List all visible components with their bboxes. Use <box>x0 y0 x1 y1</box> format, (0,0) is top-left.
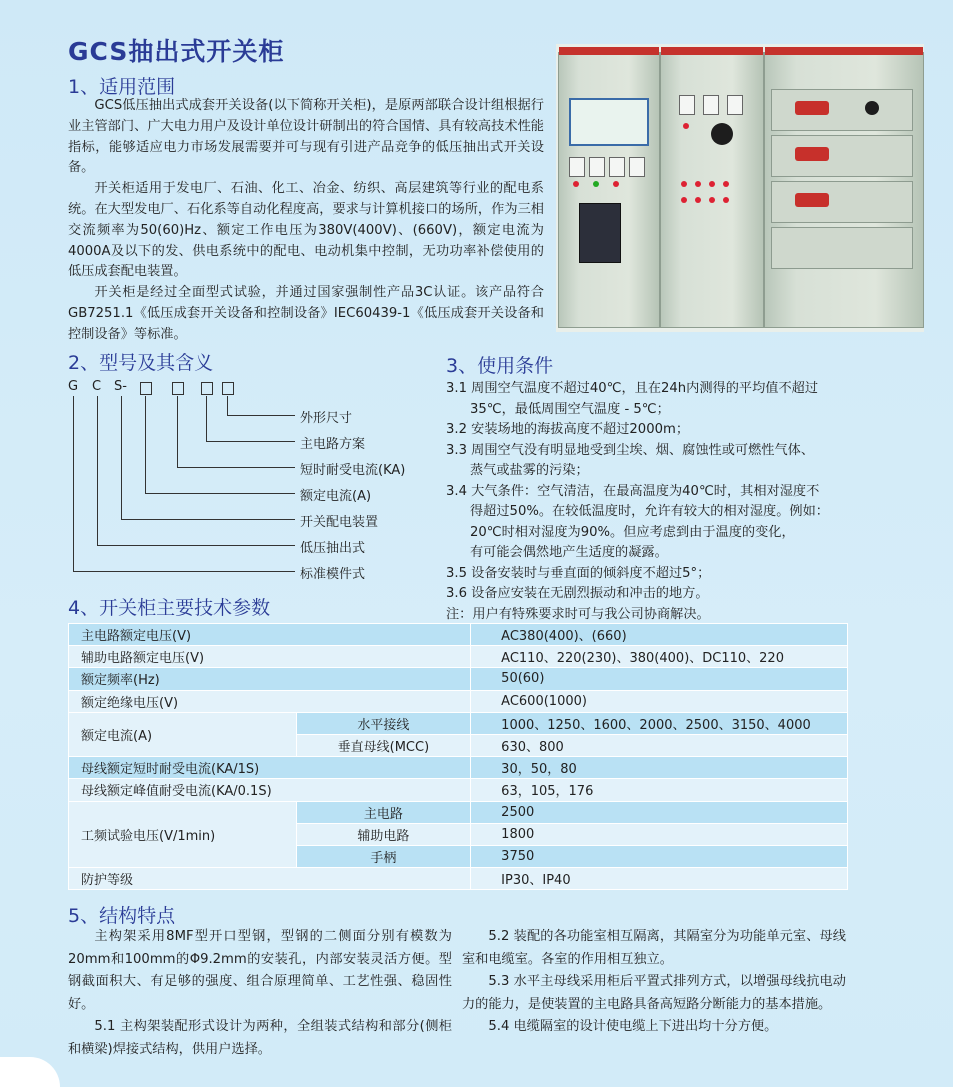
model-letter: C <box>92 379 102 394</box>
condition-line: 3.6 设备应安装在无剧烈振动和冲击的地方。 <box>446 586 709 601</box>
spec-value: 2500 <box>471 801 848 823</box>
model-box <box>201 382 213 395</box>
condition-line: 得超过50%。在较低温度时，允许有较大的相对湿度。例如： <box>470 504 829 519</box>
model-label: 开关配电装置 <box>300 515 379 530</box>
condition-line: 35℃，最低周围空气温度 - 5℃； <box>470 401 670 417</box>
spec-sublabel: 主电路 <box>296 801 471 823</box>
spec-value: 1800 <box>471 823 848 845</box>
page-title: GCS抽出式开关柜 <box>68 37 285 66</box>
spec-table <box>68 623 848 890</box>
condition-line: 注：用户有特殊要求时可与我公司协商解决。 <box>446 606 710 622</box>
section-5-paragraph: 5.4 电缆隔室的设计使电缆上下进出均十分方便。 <box>488 1019 778 1034</box>
section-5-paragraph: 5.3 水平主母线采用柜后平置式排列方式，以增强母线抗电动力的能力，是使装置的主电路具备高短路分断能力的基本措施。 <box>462 974 846 1012</box>
spec-label: 辅助电路额定电压(V) <box>69 646 471 668</box>
model-box <box>140 382 152 395</box>
section-1-paragraph: 开关柜适用于发电厂、石油、化工、冶金、纺织、高层建筑等行业的配电系统。在大型发电厂、石化系等自动化程度高，要求与计算机接口的场所，作为三相交流频率为50(60)Hz、额定工作电压为380V(400V)、(660V)，额定电流为4000A及以下的发、供电系统中的配电、电动机集中控制，无功功率补偿使用的低压成套配电装置。 <box>68 181 544 280</box>
model-letter: S- <box>114 379 127 394</box>
model-label: 外形尺寸 <box>300 411 353 426</box>
table-row <box>69 668 848 690</box>
section-5-left <box>68 926 452 1061</box>
spec-sublabel: 水平接线 <box>296 712 471 734</box>
section-2-heading: 2、型号及其含义 <box>68 352 214 374</box>
section-5-paragraph: 5.2 装配的各功能室相互隔离，其隔室分为功能单元室、母线室和电缆室。各室的作用相互独立。 <box>462 929 846 967</box>
spec-value: IP30、IP40 <box>471 868 848 890</box>
spec-value: 63，105，176 <box>471 779 848 801</box>
section-1-body <box>68 96 544 346</box>
cabinet-right <box>764 52 924 328</box>
spec-label: 主电路额定电压(V) <box>69 624 471 646</box>
condition-line: 3.5 设备安装时与垂直面的倾斜度不超过5°； <box>446 565 711 581</box>
spec-sublabel: 手柄 <box>296 845 471 867</box>
section-4-heading: 4、开关柜主要技术参数 <box>68 597 271 619</box>
section-3-heading: 3、使用条件 <box>446 355 554 377</box>
table-row <box>69 779 848 801</box>
switchgear-cabinet-photo <box>556 44 924 332</box>
spec-sublabel: 垂直母线(MCC) <box>296 734 471 756</box>
display-screen <box>569 98 649 146</box>
table-row <box>69 801 848 823</box>
spec-value: 30，50，80 <box>471 757 848 779</box>
spec-sublabel: 辅助电路 <box>296 823 471 845</box>
spec-value: 50(60) <box>471 668 848 690</box>
condition-line: 3.2 安装场地的海拔高度不超过2000m； <box>446 422 690 437</box>
table-row <box>69 712 848 734</box>
table-row <box>69 757 848 779</box>
table-row <box>69 624 848 646</box>
spec-label: 工频试验电压(V/1min) <box>69 801 297 868</box>
spec-label: 母线额定短时耐受电流(KA/1S) <box>69 757 471 779</box>
table-row <box>69 690 848 712</box>
condition-line: 3.1 周围空气温度不超过40℃，且在24h内测得的平均值不超过 <box>446 381 819 396</box>
model-label: 短时耐受电流(KA) <box>300 463 406 478</box>
section-1-paragraph: GCS低压抽出式成套开关设备(以下简称开关柜)，是原两部联合设计组根据行业主管部门、广大电力用户及设计单位设计研制出的符合国情、具有较高技术性能指标，能够适应电力市场发展需要并可与现有引进产品竞争的低压抽出式开关设备。 <box>68 98 544 176</box>
condition-line: 3.4 大气条件：空气清洁，在最高温度为40℃时，其相对湿度不 <box>446 483 820 499</box>
condition-line: 20℃时相对湿度为90%。但应考虑到由于温度的变化， <box>470 524 795 540</box>
conditions-list <box>446 379 866 625</box>
spec-label: 额定频率(Hz) <box>69 668 471 690</box>
spec-value: AC380(400)、(660) <box>471 624 848 646</box>
model-box <box>172 382 184 395</box>
spec-value: AC110、220(230)、380(400)、DC110、220 <box>471 646 848 668</box>
spec-label: 额定电流(A) <box>69 712 297 756</box>
condition-line: 3.3 周围空气没有明显地受到尘埃、烟、腐蚀性或可燃性气体、 <box>446 442 815 458</box>
cabinet-left <box>558 52 660 328</box>
model-label: 主电路方案 <box>300 437 366 452</box>
section-5-right <box>462 926 846 1039</box>
circuit-breaker <box>579 203 621 263</box>
model-label: 标准模件式 <box>300 567 366 582</box>
section-5-heading: 5、结构特点 <box>68 905 176 927</box>
section-1-heading: 1、适用范围 <box>68 76 176 98</box>
section-1-paragraph: 开关柜是经过全面型式试验，并通过国家强制性产品3C认证。该产品符合GB7251.1《低压成套开关设备和控制设备》IEC60439-1《低压成套开关设备和控制设备》等标准。 <box>68 285 544 342</box>
spec-label: 防护等级 <box>69 868 471 890</box>
spec-label: 母线额定峰值耐受电流(KA/0.1S) <box>69 779 471 801</box>
model-letter: G <box>68 379 79 394</box>
spec-value: 630、800 <box>471 734 848 756</box>
table-row <box>69 868 848 890</box>
model-label: 额定电流(A) <box>300 489 372 504</box>
condition-line: 有可能会偶然地产生适度的凝露。 <box>470 545 668 560</box>
spec-value: 3750 <box>471 845 848 867</box>
section-5-paragraph: 5.1 主构架装配形式设计为两种，全组装式结构和部分(侧柜和横梁)焊接式结构，供用户选择。 <box>68 1019 452 1057</box>
table-row <box>69 646 848 668</box>
section-5-paragraph: 主构架采用8MF型开口型钢，型钢的二侧面分别有模数为20mm和100mm的Φ9.2mm的安装孔，内部安装灵活方便。型钢截面积大、有足够的强度、组合原理简单、工艺性强、稳固性好。 <box>68 929 452 1012</box>
model-box <box>222 382 234 395</box>
model-label: 低压抽出式 <box>300 541 366 556</box>
spec-value: 1000、1250、1600、2000、2500、3150、4000 <box>471 712 848 734</box>
cabinet-middle <box>660 52 764 328</box>
spec-value: AC600(1000) <box>471 690 848 712</box>
spec-label: 额定绝缘电压(V) <box>69 690 471 712</box>
condition-line: 蒸气或盐雾的污染； <box>470 463 589 478</box>
